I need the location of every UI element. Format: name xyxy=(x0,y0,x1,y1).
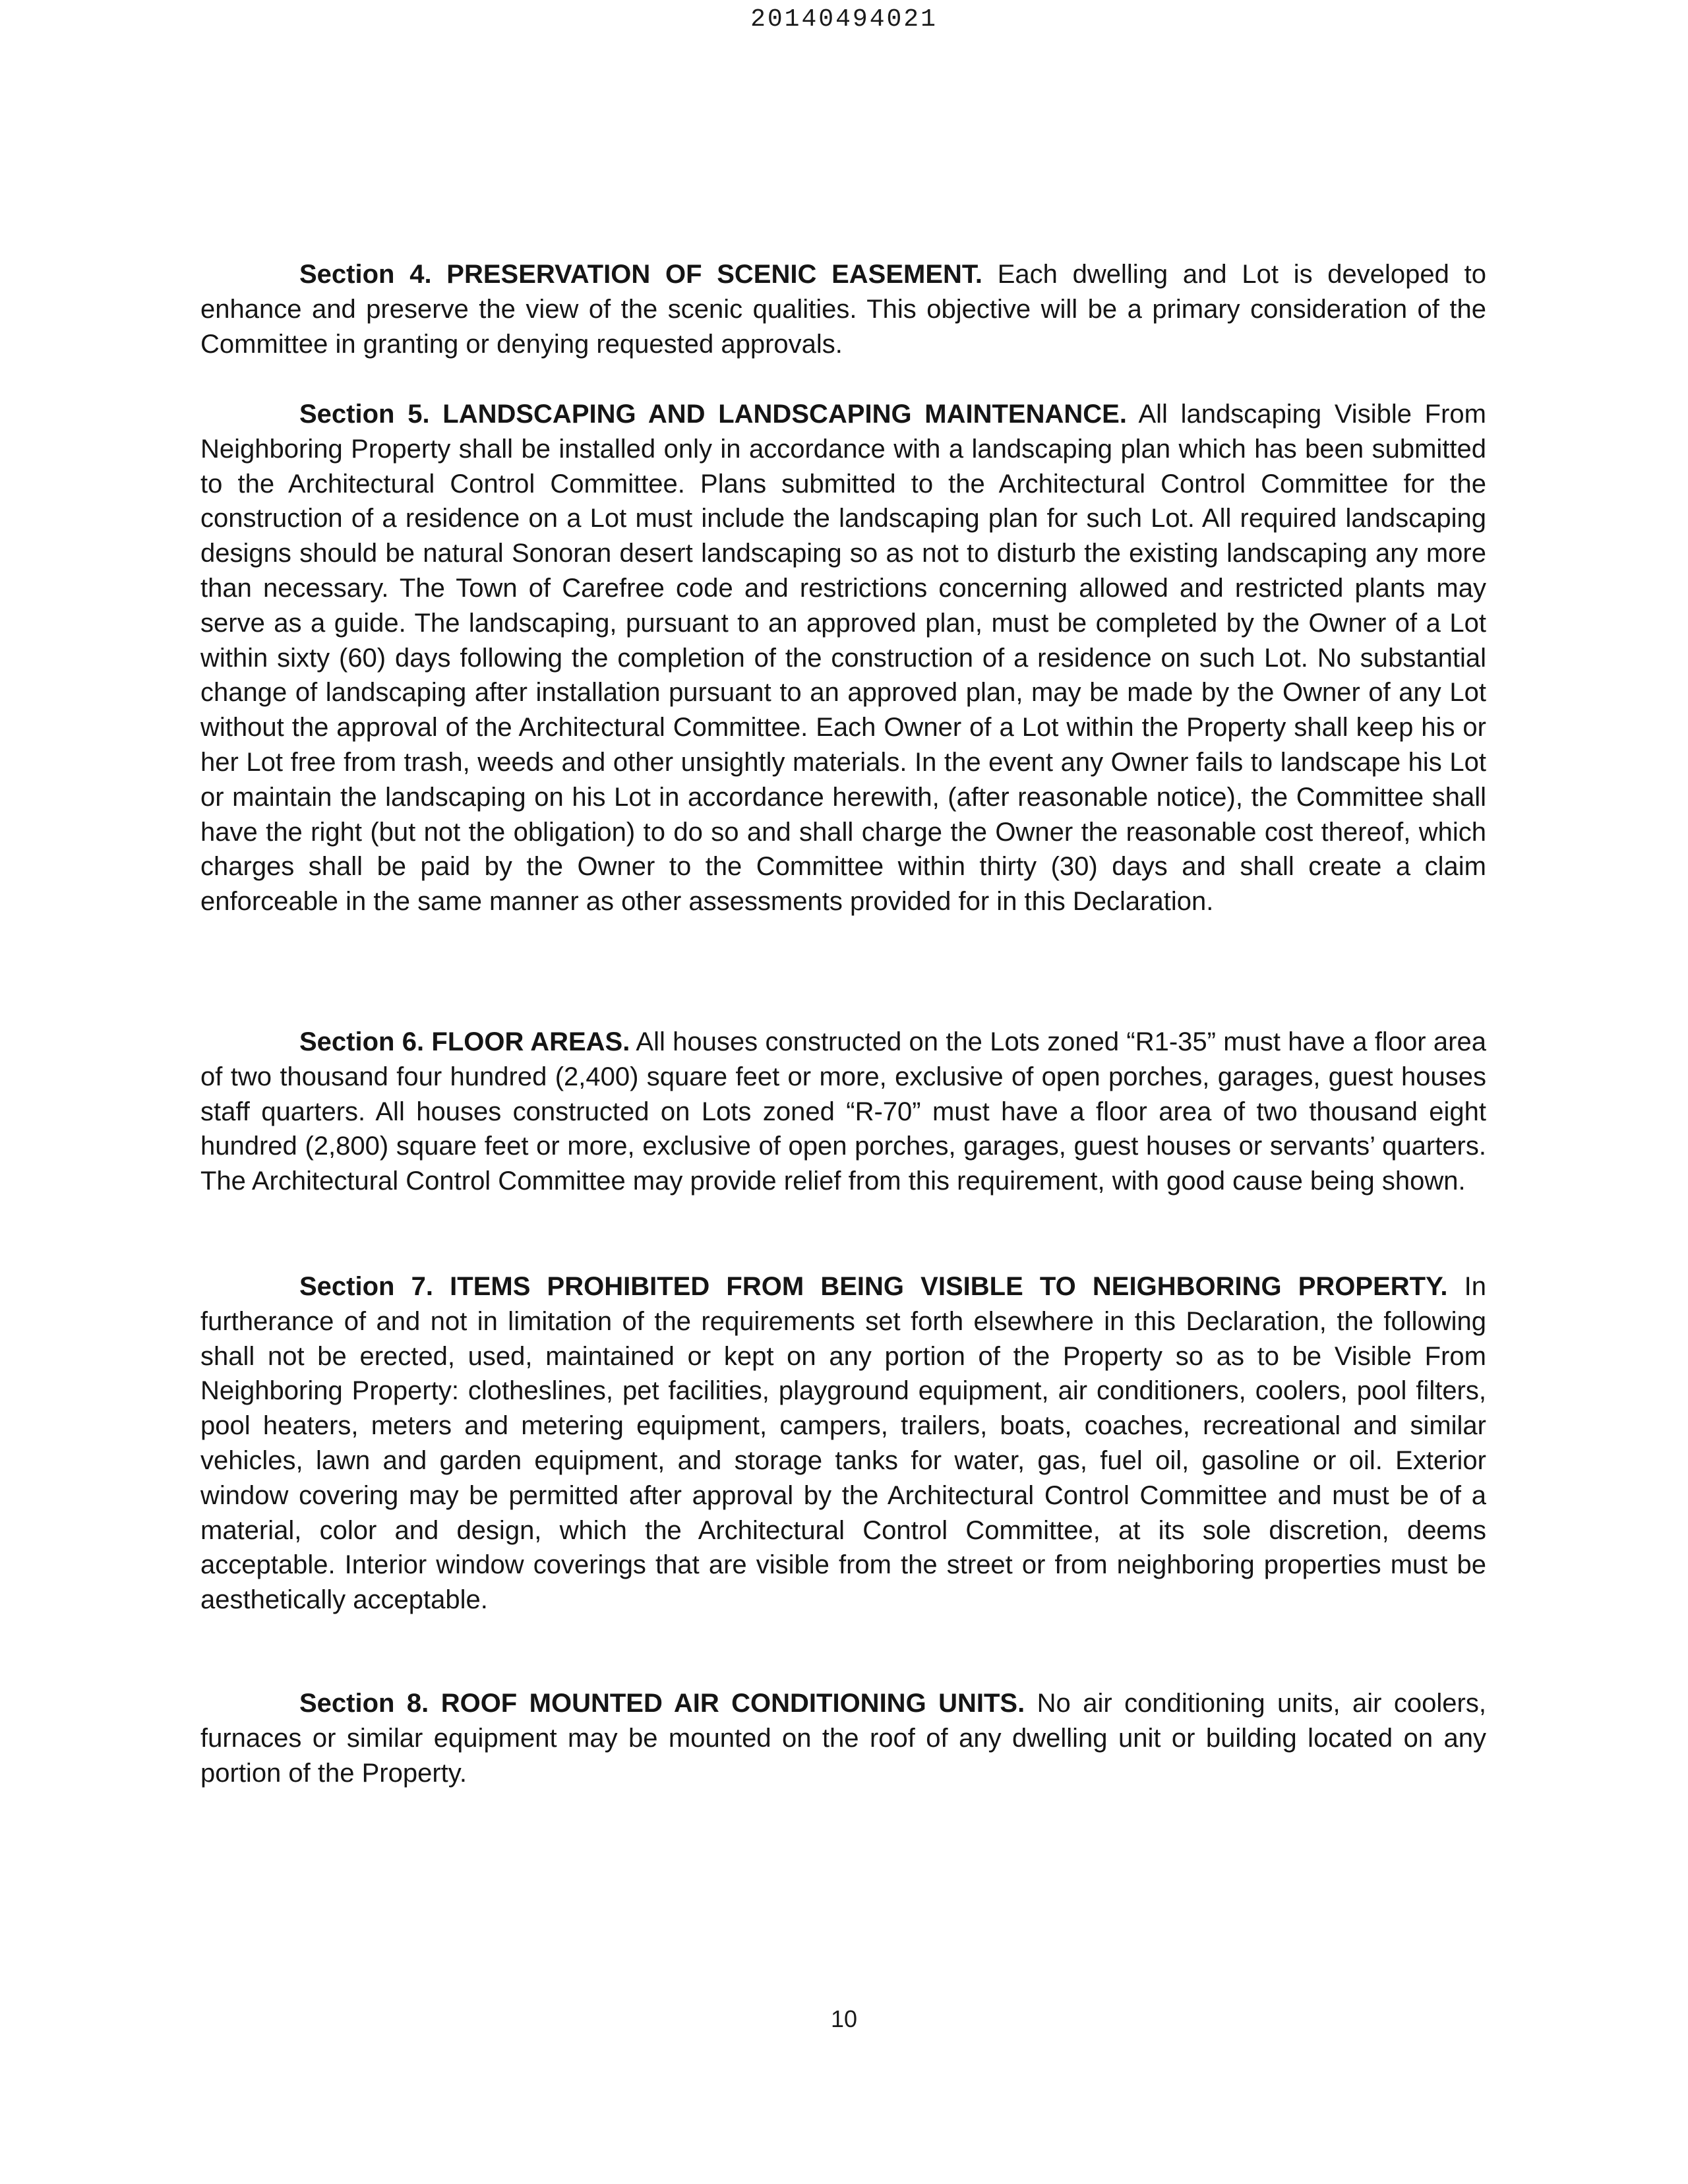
section-7 xyxy=(200,1269,1486,1618)
section-paragraph xyxy=(200,1269,1486,1618)
section-body: All houses constructed on the Lots zoned “R1-35” must have a floor area of two thousand four hundred (2,400) square feet or more, exclusive of open porches, garages, guest houses staff quarters. All houses constructed on Lots zoned “R-70” must have a floor area of two thousand eight hundred (2,800) square feet or more, exclusive of open porches, garages, guest houses or servants’ quarters. The Architectural Control Committee may provide relief from this requirement, with good cause being shown. xyxy=(200,1027,1486,1196)
section-heading: Section 5. LANDSCAPING AND LANDSCAPING MAINTENANCE. xyxy=(299,400,1127,429)
section-4 xyxy=(200,257,1486,361)
section-paragraph xyxy=(200,397,1486,919)
section-paragraph xyxy=(200,1025,1486,1199)
section-heading: Section 8. ROOF MOUNTED AIR CONDITIONING UNITS. xyxy=(299,1689,1025,1718)
section-heading: Section 7. ITEMS PROHIBITED FROM BEING VISIBLE TO NEIGHBORING PROPERTY. xyxy=(299,1272,1448,1301)
section-paragraph xyxy=(200,257,1486,361)
document-number: 20140494021 xyxy=(750,5,938,34)
section-body: In furtherance of and not in limitation of the requirements set forth elsewhere in this Declaration, the following shall not be erected, used, maintained or kept on any portion of the Property so as to be Visible From Neighboring Property: clotheslines, pet facilities, playground equipment, air conditioners, coolers, pool filters, pool heaters, meters and metering equipment, campers, trailers, boats, coaches, recreational and similar vehicles, lawn and garden equipment, and storage tanks for water, gas, fuel oil, gasoline or oil. Exterior window covering may be permitted after approval by the Architectural Control Committee and must be of a material, color and design, which the Architectural Control Committee, at its sole discretion, deems acceptable. Interior window coverings that are visible from the street or from neighboring properties must be aesthetically acceptable. xyxy=(200,1272,1486,1615)
section-body: No air conditioning units, air coolers, furnaces or similar equipment may be mounted on the roof of any dwelling unit or building located on any portion of the Property. xyxy=(200,1689,1486,1788)
section-body: Each dwelling and Lot is developed to enhance and preserve the view of the scenic qualities. This objective will be a primary consideration of the Committee in granting or denying requested approvals. xyxy=(200,260,1486,359)
section-heading: Section 6. FLOOR AREAS. xyxy=(299,1027,630,1056)
section-heading: Section 4. PRESERVATION OF SCENIC EASEMENT. xyxy=(299,260,983,289)
section-body: All landscaping Visible From Neighboring Property shall be installed only in accordance with a landscaping plan which has been submitted to the Architectural Control Committee. Plans submitted to the Architectural Control Committee for the construction of a residence on a Lot must include the landscaping plan for such Lot. All required landscaping designs should be natural Sonoran desert landscaping so as not to disturb the existing landscaping any more than necessary. The Town of Carefree code and restrictions concerning allowed and restricted plants may serve as a guide. The landscaping, pursuant to an approved plan, must be completed by the Owner of a Lot within sixty (60) days following the completion of the construction of a residence on such Lot. No substantial change of landscaping after installation pursuant to an approved plan, may be made by the Owner of any Lot without the approval of the Architectural Committee. Each Owner of a Lot within the Property shall keep his or her Lot free from trash, weeds and other unsightly materials. In the event any Owner fails to landscape his Lot or maintain the landscaping on his Lot in accordance herewith, (after reasonable notice), the Committee shall have the right (but not the obligation) to do so and shall charge the Owner the reasonable cost thereof, which charges shall be paid by the Owner to the Committee within thirty (30) days and shall create a claim enforceable in the same manner as other assessments provided for in this Declaration. xyxy=(200,400,1487,917)
section-8 xyxy=(200,1686,1486,1790)
section-5 xyxy=(200,397,1486,919)
page-number: 10 xyxy=(830,2005,858,2032)
section-paragraph xyxy=(200,1686,1486,1790)
section-6 xyxy=(200,1025,1486,1199)
